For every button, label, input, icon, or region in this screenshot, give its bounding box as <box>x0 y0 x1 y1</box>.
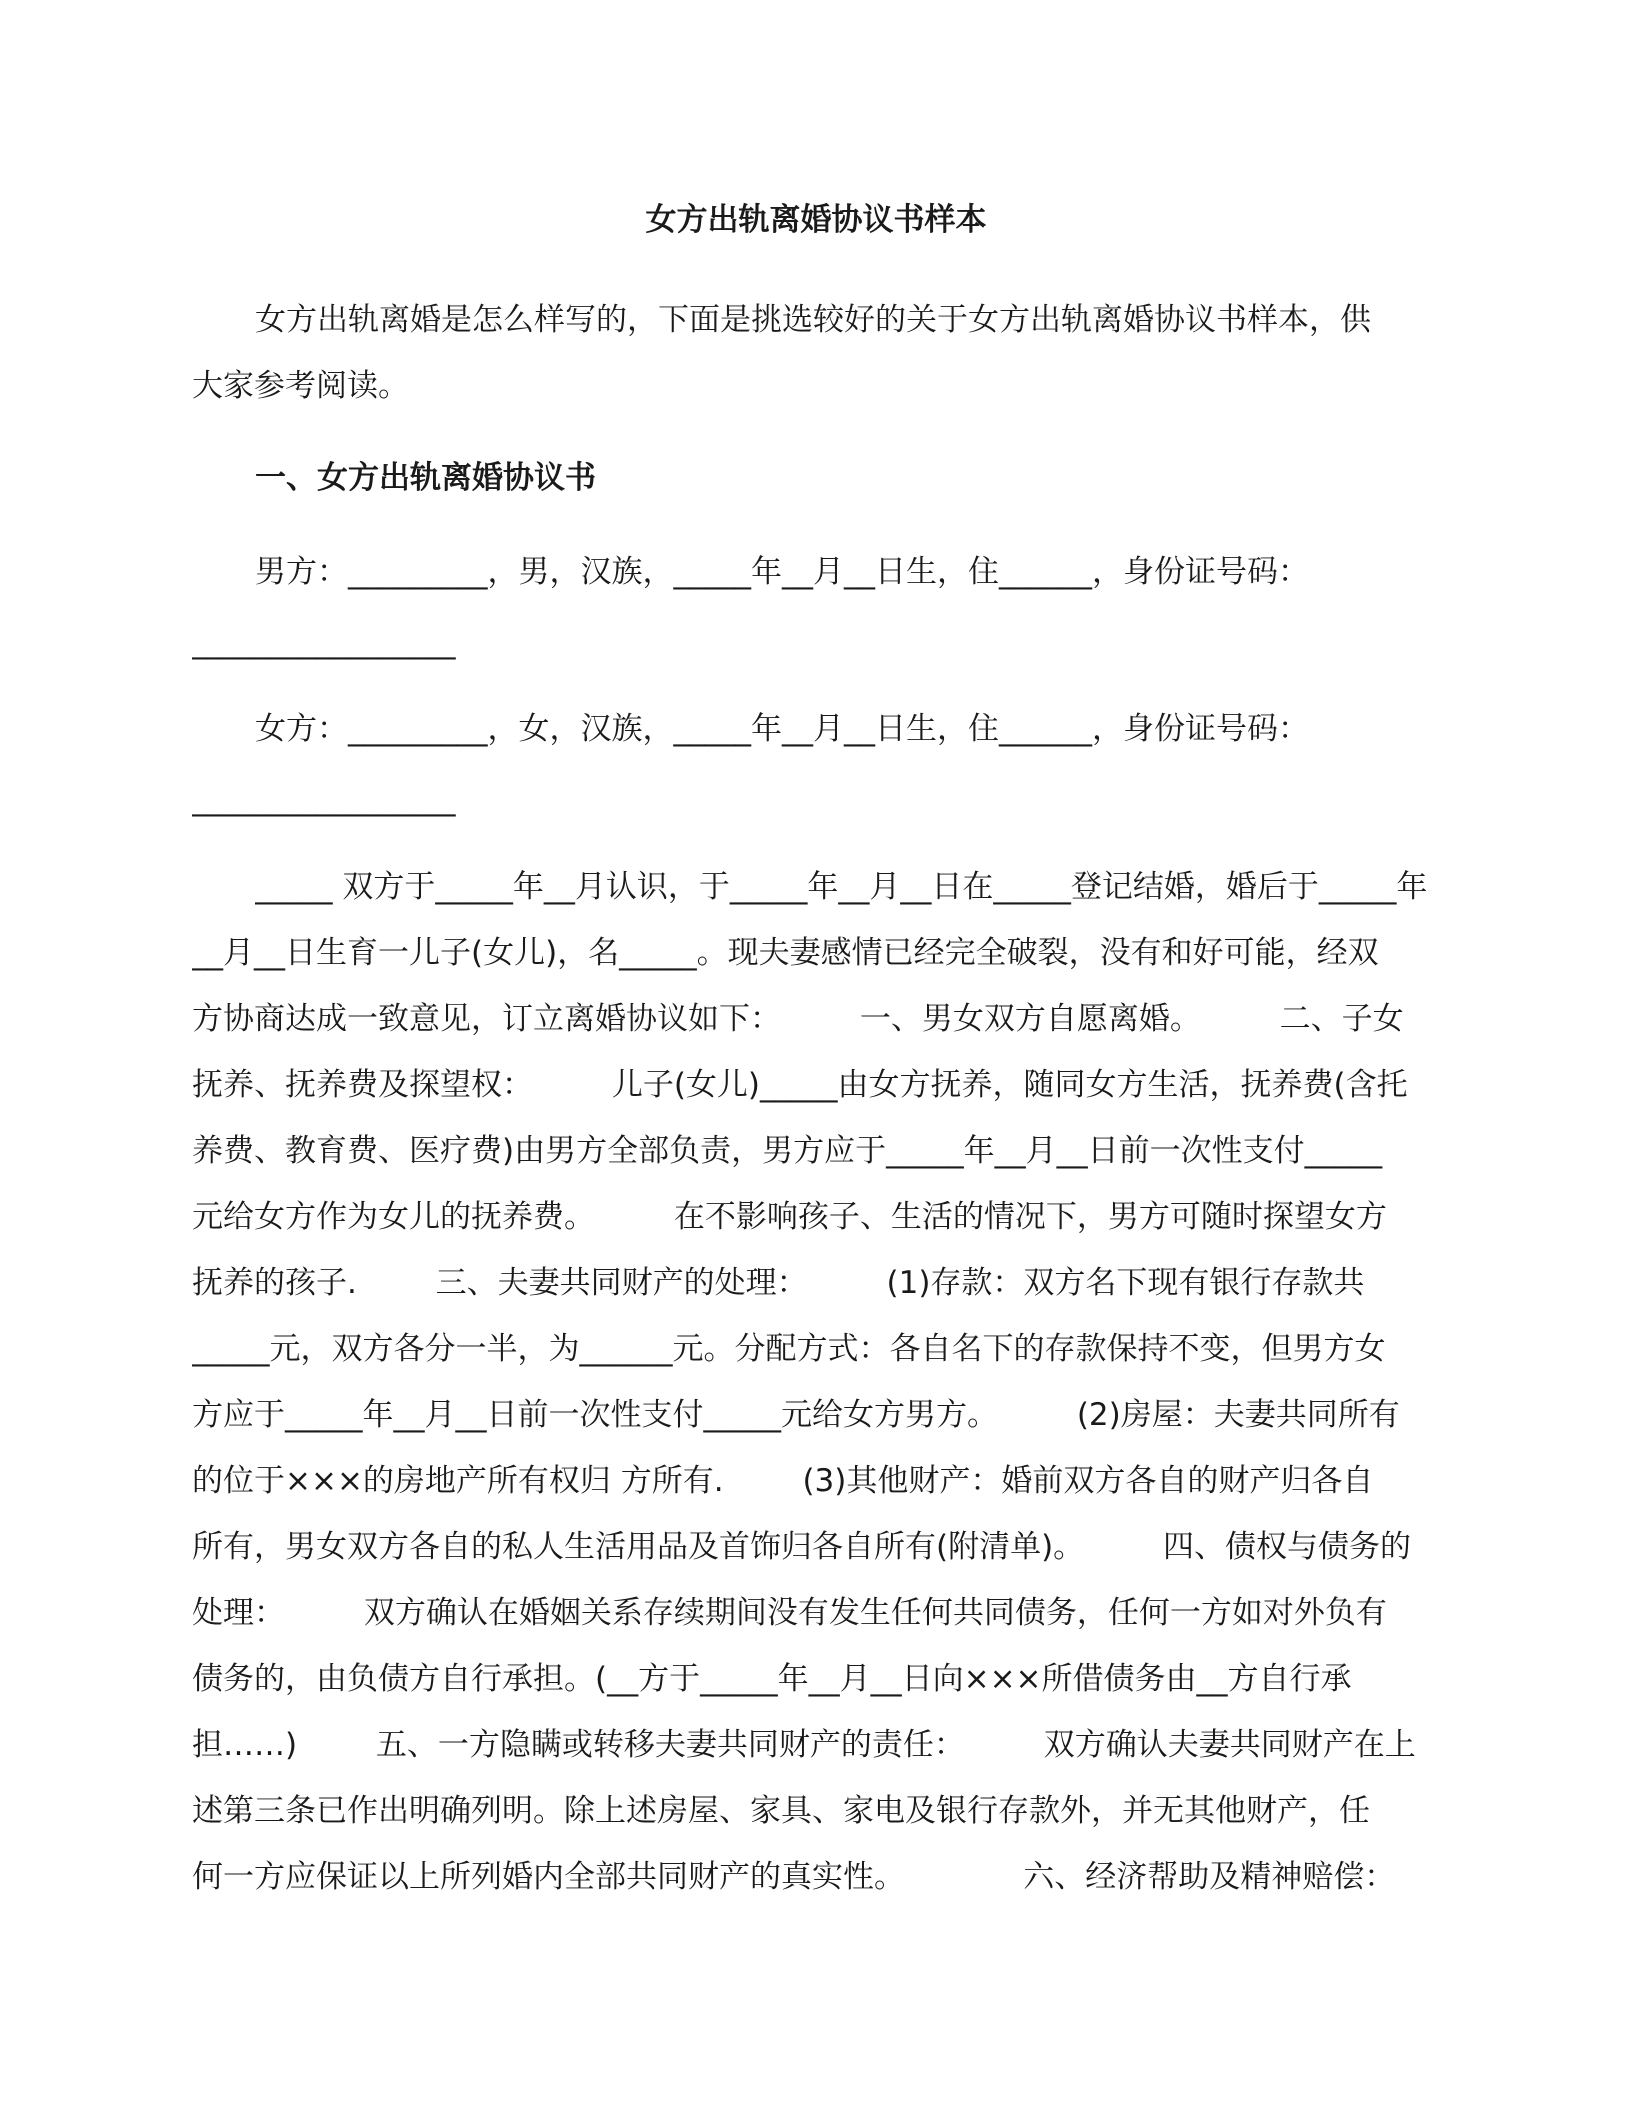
male-party-line: 男方：_________，男，汉族，_____年__月__日生，住______，身份证号码： <box>255 554 1309 590</box>
agreement-line: 元给女方作为女儿的抚养费。 在不影响孩子、生活的情况下，男方可随时探望女方 <box>192 1199 1387 1235</box>
document-title: 女方出轨离婚协议书样本 <box>645 202 987 238</box>
agreement-line: _____ 双方于_____年__月认识，于_____年__月__日在_____登记结婚，婚后于_____年 <box>255 869 1428 905</box>
intro-line: 女方出轨离婚是怎么样写的，下面是挑选较好的关于女方出轨离婚协议书样本，供 <box>255 302 1371 338</box>
intro-line: 大家参考阅读。 <box>192 368 409 404</box>
agreement-line: 述第三条已作出明确列明。除上述房屋、家具、家电及银行存款外，并无其他财产，任 <box>192 1793 1370 1829</box>
female-party-id-blank: _________________ <box>192 781 456 817</box>
agreement-line: 的位于×××的房地产所有权归 方所有. (3)其他财产：婚前双方各自的财产归各自 <box>192 1463 1374 1499</box>
female-party-line: 女方：_________，女，汉族，_____年__月__日生，住______，身份证号码： <box>255 711 1309 747</box>
agreement-line: _____元，双方各分一半，为______元。分配方式：各自名下的存款保持不变，但男方女 <box>192 1331 1386 1367</box>
agreement-line: 债务的，由负债方自行承担。(__方于_____年__月__日向×××所借债务由__方自行承 <box>192 1661 1352 1697</box>
agreement-line: __月__日生育一儿子(女儿)，名_____。现夫妻感情已经完全破裂，没有和好可能，经双 <box>192 935 1379 971</box>
agreement-line: 方协商达成一致意见，订立离婚协议如下： 一、男女双方自愿离婚。 二、子女 <box>192 1001 1404 1037</box>
section-heading: 一、女方出轨离婚协议书 <box>255 460 596 496</box>
agreement-line: 处理： 双方确认在婚姻关系存续期间没有发生任何共同债务，任何一方如对外负有 <box>192 1595 1387 1631</box>
agreement-line: 养费、教育费、医疗费)由男方全部负责，男方应于_____年__月__日前一次性支付_____ <box>192 1133 1383 1169</box>
agreement-line: 抚养、抚养费及探望权： 儿子(女儿)_____由女方抚养，随同女方生活，抚养费(含托 <box>192 1067 1408 1103</box>
agreement-line: 抚养的孩子. 三、夫妻共同财产的处理： (1)存款：双方名下现有银行存款共 <box>192 1265 1365 1301</box>
male-party-id-blank: _________________ <box>192 624 456 660</box>
agreement-line: 方应于_____年__月__日前一次性支付_____元给女方男方。 (2)房屋：夫妻共同所有 <box>192 1397 1400 1433</box>
agreement-line: 何一方应保证以上所列婚内全部共同财产的真实性。 六、经济帮助及精神赔偿： <box>192 1859 1396 1895</box>
agreement-line: 担……) 五、一方隐瞒或转移夫妻共同财产的责任： 双方确认夫妻共同财产在上 <box>192 1727 1416 1763</box>
agreement-line: 所有，男女双方各自的私人生活用品及首饰归各自所有(附清单)。 四、债权与债务的 <box>192 1529 1412 1565</box>
